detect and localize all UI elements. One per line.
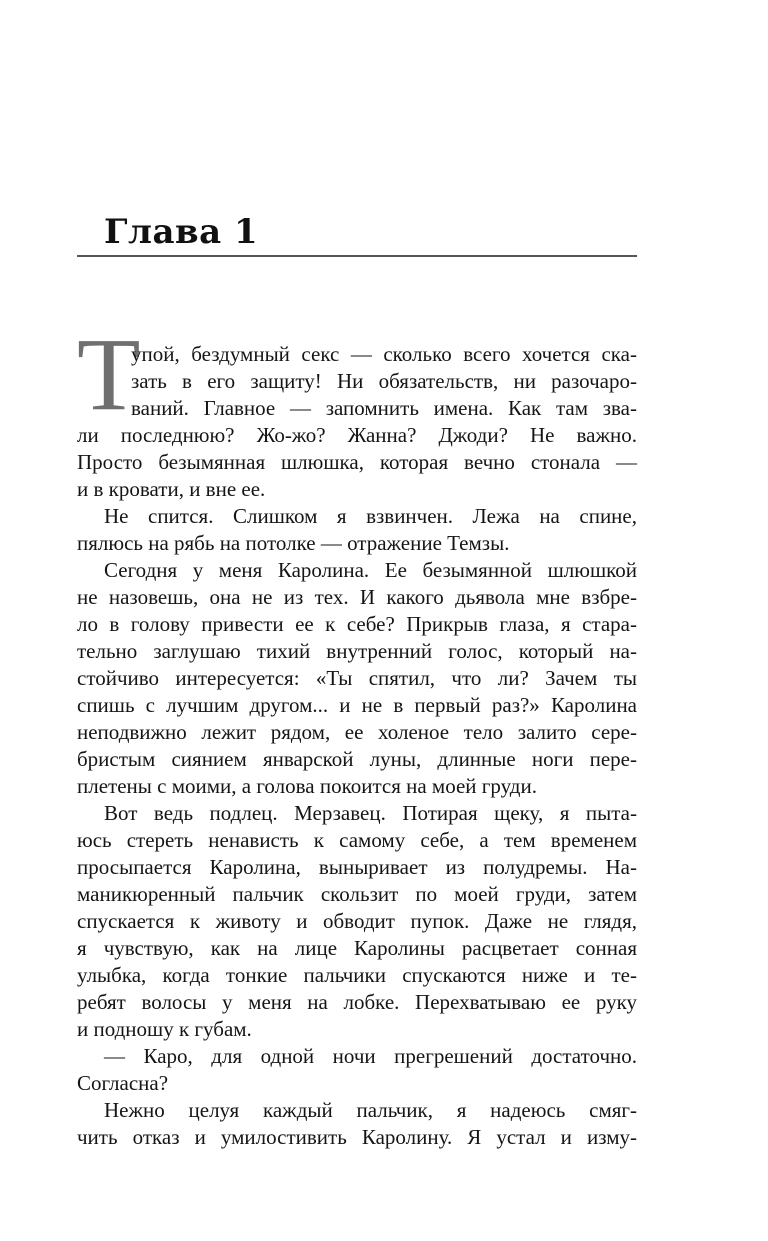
text-line: Нежно целуя каждый пальчик, я надеюсь смяг- — [104, 1098, 637, 1122]
text-line: юсь стереть ненависть к самому себе, а тем временем — [77, 828, 637, 852]
text-line: пялюсь на рябь на потолке — отражение Темзы. — [77, 531, 510, 555]
text-line: зать в его защиту! Ни обязательств, ни разочаро- — [131, 369, 637, 393]
chapter-title: Глава 1 — [104, 212, 259, 252]
text-line: бристым сиянием январской луны, длинные ноги пере- — [77, 747, 637, 771]
text-line: маникюренный пальчик скользит по моей груди, затем — [77, 882, 637, 906]
text-line: упой, бездумный секс — сколько всего хочется ска- — [131, 342, 637, 366]
text-line: ваний. Главное — запомнить имена. Как там зва- — [131, 396, 637, 420]
text-line: ло в голову привести ее к себе? Прикрыв глаза, я стара- — [77, 612, 637, 636]
text-line: Не спится. Слишком я взвинчен. Лежа на спине, — [104, 504, 637, 528]
text-line: Вот ведь подлец. Мерзавец. Потирая щеку, я пыта- — [104, 801, 637, 825]
text-line: не назовешь, она не из тех. И какого дьявола мне взбре- — [77, 585, 637, 609]
chapter-body — [77, 0, 637, 1241]
text-line: Просто безымянная шлюшка, которая вечно стонала — — [77, 450, 637, 474]
text-line: улыбка, когда тонкие пальчики спускаются ниже и те- — [77, 963, 637, 987]
text-line: Сегодня у меня Каролина. Ее безымянной шлюшкой — [104, 558, 637, 582]
text-line: и подношу к губам. — [77, 1017, 252, 1041]
drop-cap-letter: Т — [77, 317, 141, 432]
text-line: стойчиво интересуется: «Ты спятил, что ли? Зачем ты — [77, 666, 637, 690]
text-line: я чувствую, как на лице Каролины расцветает сонная — [77, 936, 637, 960]
text-line: — Каро, для одной ночи прегрешений достаточно. — [104, 1044, 637, 1068]
text-line: и в кровати, и вне ее. — [77, 477, 266, 501]
text-line: плетены с моими, а голова покоится на моей груди. — [77, 774, 537, 798]
text-line: спишь с лучшим другом... и не в первый раз?» Каролина — [77, 693, 637, 717]
text-line: тельно заглушаю тихий внутренний голос, который на- — [77, 639, 637, 663]
text-line: Согласна? — [77, 1071, 169, 1095]
text-line: просыпается Каролина, выныривает из полудремы. На- — [77, 855, 637, 879]
text-line: неподвижно лежит рядом, ее холеное тело залито сере- — [77, 720, 637, 744]
text-line: чить отказ и умилостивить Каролину. Я устал и изму- — [77, 1125, 637, 1149]
text-line: спускается к животу и обводит пупок. Даже не глядя, — [77, 909, 637, 933]
text-line: ли последнюю? Жо-жо? Жанна? Джоди? Не важно. — [77, 423, 637, 447]
text-line: ребят волосы у меня на лобке. Перехватываю ее руку — [77, 990, 637, 1014]
